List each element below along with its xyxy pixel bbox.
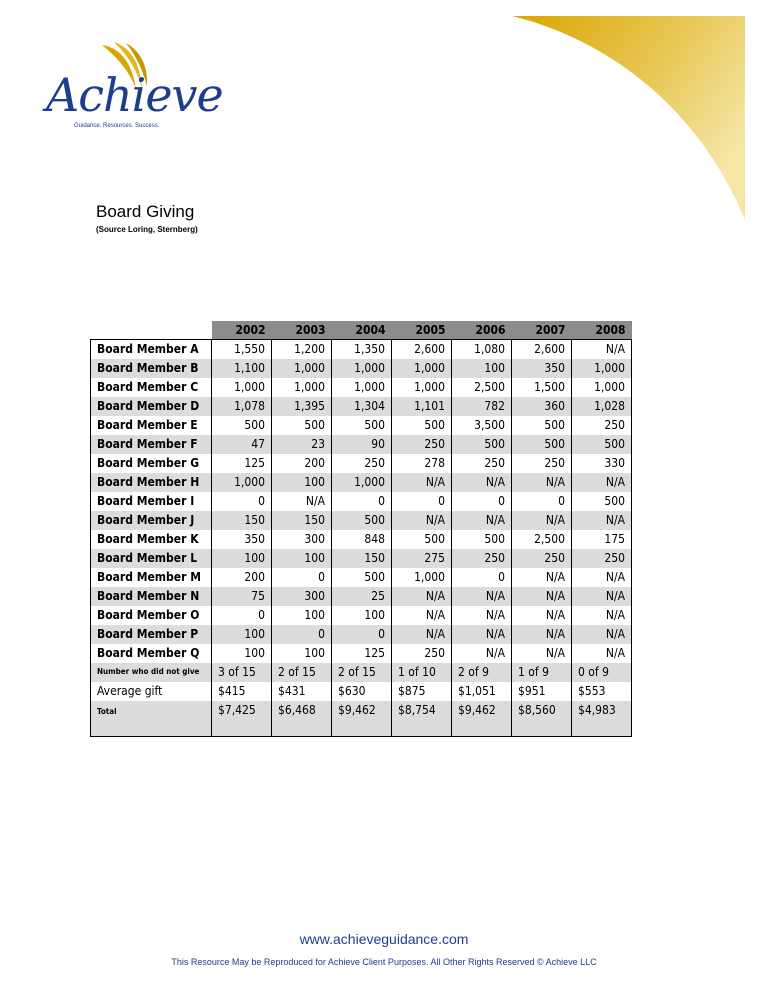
table-cell: N/A (452, 644, 512, 663)
table-cell: 125 (332, 644, 392, 663)
table-cell: N/A (512, 511, 572, 530)
table-cell: N/A (572, 473, 632, 492)
table-row (91, 454, 632, 473)
table-cell: N/A (512, 587, 572, 606)
table-cell: 250 (572, 549, 632, 568)
row-label: Board Member J (91, 511, 212, 530)
table-cell: 330 (572, 454, 632, 473)
table-cell: 1,500 (512, 378, 572, 397)
table-cell: $553 (572, 682, 632, 701)
table-row (91, 644, 632, 663)
table-cell: 100 (212, 625, 272, 644)
table-row (91, 473, 632, 492)
table-cell: 250 (572, 416, 632, 435)
table-cell: 1,000 (332, 359, 392, 378)
table-cell: N/A (392, 625, 452, 644)
table-cell: N/A (572, 587, 632, 606)
table-cell: 1,100 (212, 359, 272, 378)
row-label: Board Member O (91, 606, 212, 625)
table-cell: 150 (212, 511, 272, 530)
row-label: Board Member M (91, 568, 212, 587)
table-cell: 150 (272, 511, 332, 530)
table-cell: 1,000 (392, 568, 452, 587)
table-cell: 0 (452, 492, 512, 511)
table-cell: 250 (392, 644, 452, 663)
table-row (91, 549, 632, 568)
year-header: 2002 (212, 321, 272, 340)
table-cell: N/A (572, 625, 632, 644)
table-cell: 0 (272, 568, 332, 587)
member-rows (91, 340, 632, 663)
table-cell: 500 (272, 416, 332, 435)
table-cell: 1,000 (212, 473, 272, 492)
table-cell: 1,028 (572, 397, 632, 416)
year-header: 2004 (332, 321, 392, 340)
table-cell: 100 (212, 549, 272, 568)
row-label: Board Member E (91, 416, 212, 435)
table-cell: 500 (392, 416, 452, 435)
source-note: (Source Loring, Sternberg) (96, 225, 198, 234)
table-cell: 1,000 (332, 473, 392, 492)
table-cell: 175 (572, 530, 632, 549)
row-label: Board Member B (91, 359, 212, 378)
table-cell: $951 (512, 682, 572, 701)
year-header: 2005 (392, 321, 452, 340)
table-cell: 1,078 (212, 397, 272, 416)
row-label: Board Member L (91, 549, 212, 568)
table-cell: 100 (272, 606, 332, 625)
table-cell: 250 (452, 549, 512, 568)
row-label: Board Member P (91, 625, 212, 644)
table-cell: N/A (272, 492, 332, 511)
table-cell: 1,000 (392, 378, 452, 397)
table-row (91, 625, 632, 644)
table-row (91, 378, 632, 397)
row-label: Average gift (91, 682, 212, 701)
table-cell: 1,080 (452, 340, 512, 359)
table-cell: 300 (272, 587, 332, 606)
table-cell: 300 (272, 530, 332, 549)
row-label: Board Member Q (91, 644, 212, 663)
table-cell: 100 (452, 359, 512, 378)
table-cell: 100 (272, 644, 332, 663)
table-cell: 0 (452, 568, 512, 587)
table-cell: N/A (392, 473, 452, 492)
logo-tagline: Guidance. Resources. Success. (74, 123, 160, 129)
table-row (91, 530, 632, 549)
row-label: Board Member I (91, 492, 212, 511)
table-cell: 1,101 (392, 397, 452, 416)
table-cell: N/A (452, 606, 512, 625)
table-cell: N/A (572, 340, 632, 359)
table-row (91, 359, 632, 378)
average-gift-row (91, 682, 632, 701)
table-cell: N/A (572, 568, 632, 587)
header-corner (91, 321, 212, 340)
table-cell: $9,462 (332, 701, 392, 737)
table-cell: N/A (572, 606, 632, 625)
table-row (91, 587, 632, 606)
table-cell: 0 (272, 625, 332, 644)
logo-wordmark: Achieve (46, 68, 223, 122)
table-cell: 1,000 (572, 378, 632, 397)
table-cell: 500 (392, 530, 452, 549)
table-cell: N/A (572, 511, 632, 530)
table-cell: 2,500 (452, 378, 512, 397)
table-cell: 1,304 (332, 397, 392, 416)
table-cell: 500 (452, 530, 512, 549)
table-cell: 23 (272, 435, 332, 454)
table-cell: 75 (212, 587, 272, 606)
table-cell: 90 (332, 435, 392, 454)
table-cell: $1,051 (452, 682, 512, 701)
row-label: Board Member F (91, 435, 212, 454)
table-cell: $415 (212, 682, 272, 701)
year-header: 2007 (512, 321, 572, 340)
board-giving-table (90, 321, 632, 737)
table-row (91, 340, 632, 359)
table-cell: 278 (392, 454, 452, 473)
table-cell: 500 (572, 492, 632, 511)
table-cell: N/A (392, 606, 452, 625)
row-label: Board Member C (91, 378, 212, 397)
table-cell: 782 (452, 397, 512, 416)
table-cell: 500 (452, 435, 512, 454)
table-cell: 350 (212, 530, 272, 549)
table-cell: N/A (452, 511, 512, 530)
table-cell: 0 (212, 492, 272, 511)
table-cell: 0 (332, 492, 392, 511)
table-cell: 1,000 (272, 359, 332, 378)
table-cell: N/A (512, 644, 572, 663)
row-label: Board Member D (91, 397, 212, 416)
table-cell: 500 (212, 416, 272, 435)
table-cell: 500 (512, 416, 572, 435)
table-cell: 350 (512, 359, 572, 378)
table-cell: 250 (512, 549, 572, 568)
table-cell: 1,000 (332, 378, 392, 397)
table-cell: 500 (332, 568, 392, 587)
table-cell: $6,468 (272, 701, 332, 737)
table-cell: N/A (392, 587, 452, 606)
table-cell: 0 (392, 492, 452, 511)
table-cell: 200 (212, 568, 272, 587)
table-cell: 848 (332, 530, 392, 549)
row-label: Board Member A (91, 340, 212, 359)
table-cell: 200 (272, 454, 332, 473)
did-not-give-row (91, 663, 632, 682)
table-cell: $875 (392, 682, 452, 701)
row-label: Board Member N (91, 587, 212, 606)
table-cell: 25 (332, 587, 392, 606)
table-cell: 0 of 9 (572, 663, 632, 682)
row-label: Board Member H (91, 473, 212, 492)
table-cell: 2,500 (512, 530, 572, 549)
row-label: Board Member G (91, 454, 212, 473)
table-cell: $8,560 (512, 701, 572, 737)
table-row (91, 435, 632, 454)
row-label: Board Member K (91, 530, 212, 549)
year-header: 2003 (272, 321, 332, 340)
achieve-logo (40, 40, 223, 140)
table-cell: 0 (512, 492, 572, 511)
table-cell: 250 (332, 454, 392, 473)
table-cell: 250 (512, 454, 572, 473)
table-cell: $4,983 (572, 701, 632, 737)
table-cell: $9,462 (452, 701, 512, 737)
table-cell: 2,600 (512, 340, 572, 359)
year-header-row (91, 321, 632, 340)
table-cell: N/A (392, 511, 452, 530)
row-label: Number who did not give (91, 663, 212, 682)
summary-rows (91, 663, 632, 737)
table-cell: 47 (212, 435, 272, 454)
table-cell: 1,200 (272, 340, 332, 359)
table-cell: 2 of 9 (452, 663, 512, 682)
table-cell: 1,000 (212, 378, 272, 397)
rights-notice: This Resource May be Reproduced for Achieve Client Purposes. All Other Rights Reserved © Achieve LLC (171, 957, 597, 967)
table-cell: 1,000 (272, 378, 332, 397)
table-cell: 1 of 10 (392, 663, 452, 682)
year-header: 2006 (452, 321, 512, 340)
table-row (91, 416, 632, 435)
table-cell: N/A (452, 473, 512, 492)
year-header: 2008 (572, 321, 632, 340)
table-cell: 250 (392, 435, 452, 454)
table-cell: 360 (512, 397, 572, 416)
table-cell: $630 (332, 682, 392, 701)
row-label: Total (91, 701, 212, 737)
table-cell: N/A (452, 625, 512, 644)
table-cell: 500 (332, 511, 392, 530)
table-cell: 1,395 (272, 397, 332, 416)
table-cell: N/A (512, 606, 572, 625)
table-cell: N/A (512, 625, 572, 644)
page-title: Board Giving (96, 202, 195, 221)
table-cell: 100 (332, 606, 392, 625)
table-cell: 2,600 (392, 340, 452, 359)
table-cell: 1 of 9 (512, 663, 572, 682)
table-cell: 500 (332, 416, 392, 435)
table-cell: 2 of 15 (332, 663, 392, 682)
table-cell: 0 (332, 625, 392, 644)
website-link[interactable]: www.achieveguidance.com (299, 931, 469, 947)
table-cell: 0 (212, 606, 272, 625)
table-row (91, 397, 632, 416)
table-cell: $8,754 (392, 701, 452, 737)
table-cell: 2 of 15 (272, 663, 332, 682)
table-cell: 1,000 (392, 359, 452, 378)
table-cell: $431 (272, 682, 332, 701)
table-cell: N/A (452, 587, 512, 606)
table-cell: N/A (512, 473, 572, 492)
table-cell: N/A (512, 568, 572, 587)
table-cell: 1,350 (332, 340, 392, 359)
table-cell: 100 (272, 549, 332, 568)
table-cell: 3,500 (452, 416, 512, 435)
table-cell: N/A (572, 644, 632, 663)
table-row (91, 511, 632, 530)
table-cell: 275 (392, 549, 452, 568)
table-cell: 100 (272, 473, 332, 492)
table-cell: $7,425 (212, 701, 272, 737)
table-row (91, 568, 632, 587)
table-cell: 150 (332, 549, 392, 568)
table-row (91, 492, 632, 511)
table-row (91, 606, 632, 625)
total-row (91, 701, 632, 737)
table-cell: 3 of 15 (212, 663, 272, 682)
table-cell: 500 (572, 435, 632, 454)
table-cell: 1,000 (572, 359, 632, 378)
table-cell: 500 (512, 435, 572, 454)
table-cell: 250 (452, 454, 512, 473)
table-cell: 125 (212, 454, 272, 473)
table-cell: 1,550 (212, 340, 272, 359)
table-cell: 100 (212, 644, 272, 663)
